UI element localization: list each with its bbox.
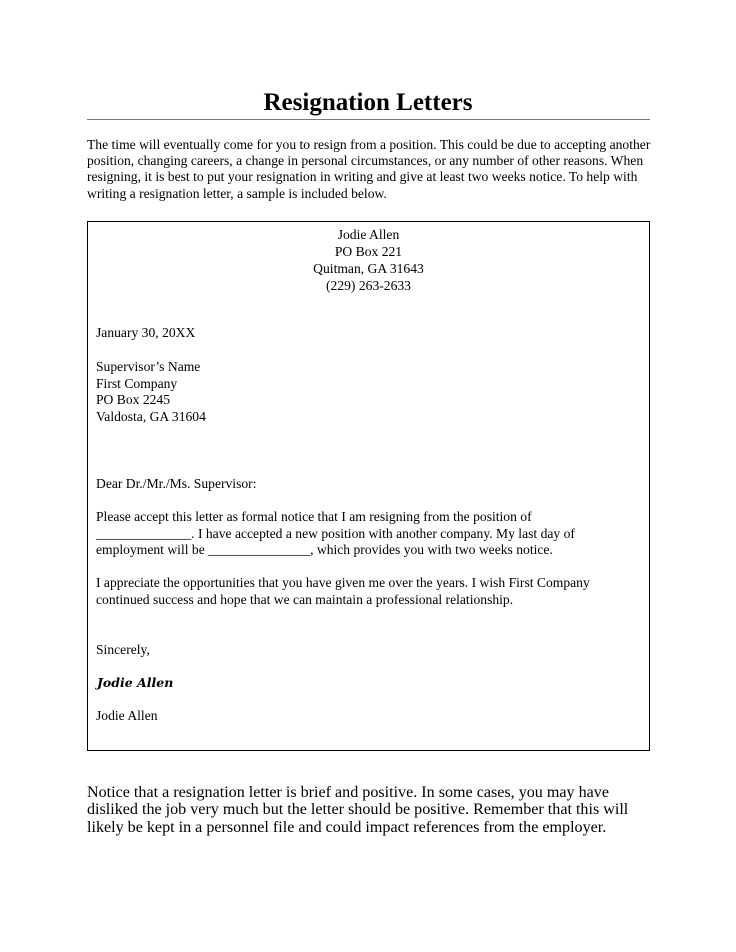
salutation: Dear Dr./Mr./Ms. Supervisor: (96, 476, 257, 491)
sender-po-box: PO Box 221 (334, 244, 403, 259)
letter-date: January 30, 20XX (96, 325, 196, 340)
sender-phone: (229) 263-2633 (326, 278, 411, 293)
closing-notice-paragraph: Notice that a resignation letter is brief and positive. In some cases, you may have disliked the job very much but the letter should be positive. Remember that this will likely be kept in a personnel file and could impact references from the employer. (87, 784, 629, 836)
sender-address-block (88, 226, 649, 294)
page-title: Resignation Letters (263, 89, 473, 116)
sender-name: Jodie Allen (337, 227, 400, 242)
recipient-company: First Company (96, 376, 178, 391)
recipient-name: Supervisor’s Name (96, 359, 201, 374)
sender-city: Quitman, GA 31643 (313, 261, 424, 276)
sample-letter-box (87, 221, 650, 751)
recipient-po-box: PO Box 2245 (96, 392, 171, 407)
title-divider (87, 119, 650, 120)
typed-name: Jodie Allen (96, 708, 158, 723)
body-paragraph-1-line: employment will be _______________, which provides you with two weeks notice. (96, 542, 553, 557)
closing: Sincerely, (96, 642, 150, 657)
handwritten-signature: Jodie Allen (97, 675, 174, 690)
body-paragraph-2-line: I appreciate the opportunities that you have given me over the years. I wish First Company (96, 575, 590, 590)
recipient-city: Valdosta, GA 31604 (96, 409, 206, 424)
body-paragraph-2-line: continued success and hope that we can maintain a professional relationship. (96, 592, 514, 607)
body-paragraph-1-line: ______________. I have accepted a new position with another company. My last day of (96, 526, 575, 541)
intro-paragraph: The time will eventually come for you to resign from a position. This could be due to accepting another position, changing careers, a change in personal circumstances, or any number of other reasons. When resigning, it is best to put your resignation in writing and give at least two weeks notice. To help with writing a resignation letter, a sample is included below. (87, 137, 651, 201)
body-paragraph-1-line: Please accept this letter as formal notice that I am resigning from the position of (96, 509, 532, 524)
